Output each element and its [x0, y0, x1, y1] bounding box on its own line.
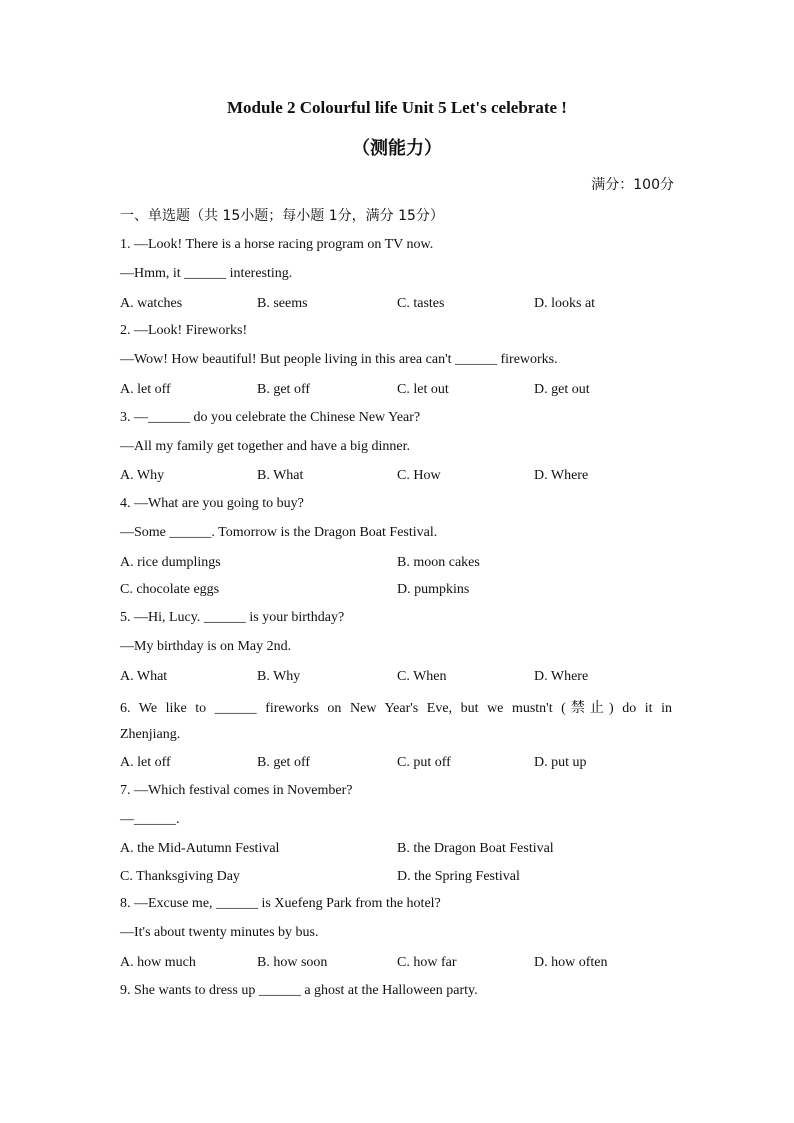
question-text-continued: Zhenjiang.	[120, 727, 181, 742]
option-d[interactable]: D. looks at	[534, 296, 596, 311]
option-c[interactable]: C. Thanksgiving Day	[120, 869, 240, 884]
option-b[interactable]: B. moon cakes	[397, 555, 480, 570]
option-b[interactable]: B. how soon	[257, 955, 328, 970]
question-text: 3. —______ do you celebrate the Chinese New Year?	[120, 410, 421, 425]
question-response: —Hmm, it ______ interesting.	[120, 266, 293, 281]
section-heading: 一、单选题（共 15小题；每小题 1分，满分 15分）	[120, 208, 444, 224]
option-a[interactable]: A. how much	[120, 955, 196, 970]
option-c[interactable]: C. How	[397, 468, 441, 483]
question-text: 1. —Look! There is a horse racing program on TV now.	[120, 237, 434, 252]
option-c[interactable]: C. When	[397, 669, 447, 684]
question-response: —Some ______. Tomorrow is the Dragon Boat Festival.	[120, 525, 438, 540]
question-response: —______.	[120, 812, 180, 827]
option-b[interactable]: B. seems	[257, 296, 308, 311]
option-b[interactable]: B. What	[257, 468, 304, 483]
option-a[interactable]: A. Why	[120, 468, 165, 483]
option-a[interactable]: A. rice dumplings	[120, 555, 221, 570]
option-c[interactable]: C. chocolate eggs	[120, 582, 220, 597]
option-b[interactable]: B. get off	[257, 382, 311, 397]
option-a[interactable]: A. let off	[120, 382, 171, 397]
option-b[interactable]: B. the Dragon Boat Festival	[397, 841, 554, 856]
question-text: 9. She wants to dress up ______ a ghost at the Halloween party.	[120, 983, 478, 998]
question-text: 8. —Excuse me, ______ is Xuefeng Park from the hotel?	[120, 896, 441, 911]
option-b[interactable]: B. Why	[257, 669, 301, 684]
option-d[interactable]: D. Where	[534, 468, 589, 483]
question-text: 6. We like to ______ fireworks on New Year's Eve, but we mustn't (禁止) do it in	[120, 701, 672, 716]
question-response: —All my family get together and have a big dinner.	[120, 439, 411, 454]
option-a[interactable]: A. let off	[120, 755, 171, 770]
question-response: —It's about twenty minutes by bus.	[120, 925, 319, 940]
option-a[interactable]: A. What	[120, 669, 168, 684]
question-text: 7. —Which festival comes in November?	[120, 783, 353, 798]
option-b[interactable]: B. get off	[257, 755, 311, 770]
option-c[interactable]: C. how far	[397, 955, 457, 970]
option-d[interactable]: D. Where	[534, 669, 589, 684]
option-c[interactable]: C. put off	[397, 755, 451, 770]
score-label: 满分：100分	[591, 177, 674, 193]
option-d[interactable]: D. put up	[534, 755, 587, 770]
option-d[interactable]: D. pumpkins	[397, 582, 470, 597]
question-response: —Wow! How beautiful! But people living in this area can't ______ fireworks.	[120, 352, 558, 367]
question-text: 2. —Look! Fireworks!	[120, 323, 248, 338]
option-d[interactable]: D. how often	[534, 955, 608, 970]
page-subtitle: （测能力）	[352, 138, 442, 159]
option-d[interactable]: D. get out	[534, 382, 590, 397]
question-text: 4. —What are you going to buy?	[120, 496, 304, 511]
question-text: 5. —Hi, Lucy. ______ is your birthday?	[120, 610, 345, 625]
option-a[interactable]: A. the Mid-Autumn Festival	[120, 841, 280, 856]
page-title: Module 2 Colourful life Unit 5 Let's celebrate !	[227, 98, 567, 117]
question-response: —My birthday is on May 2nd.	[120, 639, 292, 654]
option-a[interactable]: A. watches	[120, 296, 183, 311]
option-c[interactable]: C. let out	[397, 382, 449, 397]
option-c[interactable]: C. tastes	[397, 296, 445, 311]
option-d[interactable]: D. the Spring Festival	[397, 869, 520, 884]
